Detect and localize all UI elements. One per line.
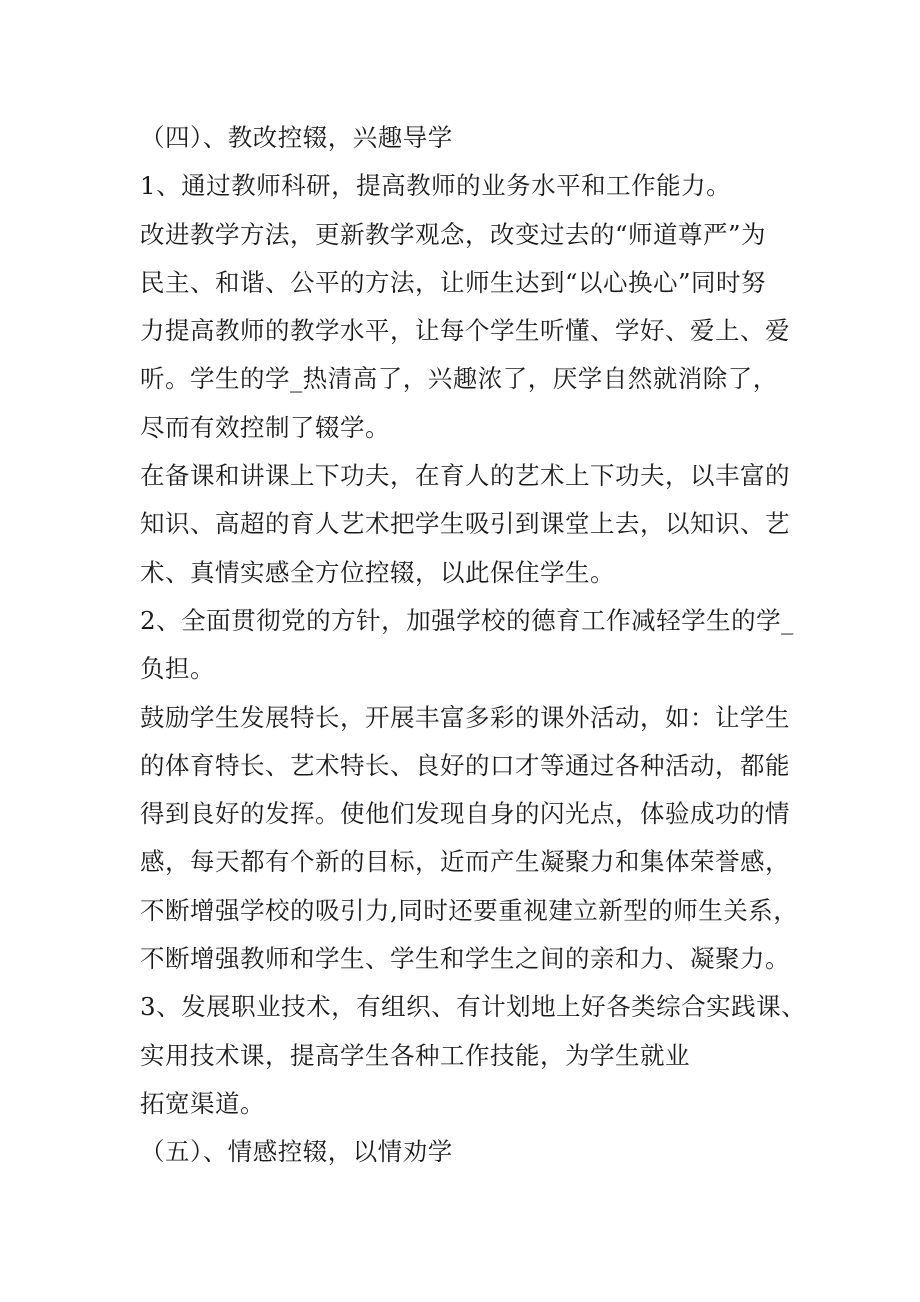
document-body — [140, 114, 810, 1177]
paragraph-line: 实用技术课，提高学生各种工作技能，为学生就业 — [140, 1040, 690, 1070]
section-heading-4: （四）、教改控辍，兴趣导学 — [140, 123, 453, 152]
paragraph-line: 拓宽渠道。 — [140, 1088, 265, 1118]
paragraph-line: 听。学生的学_热清高了，兴趣浓了，厌学自然就消除了， — [140, 364, 778, 394]
paragraph-line: 感，每天都有个新的目标，近而产生凝聚力和集体荣誉感， — [140, 847, 790, 877]
paragraph-line: 的体育特长、艺术特长、良好的口才等通过各种活动，都能 — [140, 750, 790, 780]
paragraph-line: 1、通过教师科研，提高教师的业务水平和工作能力。 — [140, 171, 732, 201]
paragraph-line: 不断增强教师和学生、学生和学生之间的亲和力、凝聚力。 — [140, 944, 790, 974]
paragraph-line: 尽而有效控制了辍学。 — [140, 412, 390, 442]
paragraph-line: 知识、高超的育人艺术把学生吸引到课堂上去，以知识、艺 — [140, 509, 790, 539]
paragraph-line: 2、全面贯彻党的方针，加强学校的德育工作减轻学生的学_ — [140, 605, 794, 635]
paragraph-line: 术、真情实感全方位控辍，以此保住学生。 — [140, 557, 615, 587]
paragraph-line: 不断增强学校的吸引力,同时还要重视建立新型的师生关系， — [140, 895, 799, 925]
section-heading-5: （五）、情感控辍，以情劝学 — [140, 1137, 453, 1167]
paragraph-line: 负担。 — [140, 654, 215, 684]
paragraph-line: 在备课和讲课上下功夫，在育人的艺术上下功夫，以丰富的 — [140, 461, 790, 491]
paragraph-line: 得到良好的发挥。使他们发现自身的闪光点，体验成功的情 — [140, 799, 790, 829]
paragraph-line: 力提高教师的教学水平，让每个学生听懂、学好、爱上、爱 — [140, 316, 790, 346]
paragraph-line: 改进教学方法，更新教学观念，改变过去的“师道尊严”为 — [140, 219, 767, 249]
paragraph-line: 鼓励学生发展特长，开展丰富多彩的课外活动，如：让学生 — [140, 702, 790, 732]
paragraph-line: 民主、和谐、公平的方法，让师生达到“以心换心”同时努 — [140, 267, 767, 297]
paragraph-line: 3、发展职业技术，有组织、有计划地上好各类综合实践课、 — [140, 992, 807, 1022]
